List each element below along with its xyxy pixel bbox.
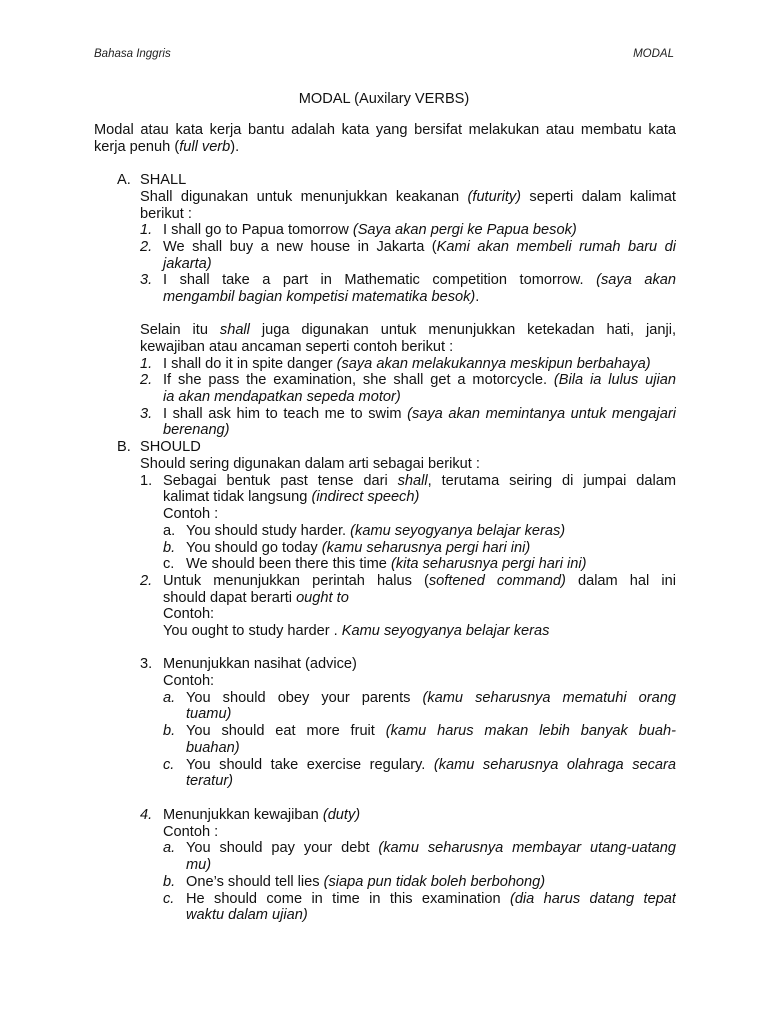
section-a-para2-line1: Selain itu shall juga digunakan untuk menunjukkan ketekadan hati, janji,: [140, 322, 676, 338]
list-marker: 1.: [140, 356, 153, 372]
list-marker: 3.: [140, 272, 153, 288]
list-item-cont: should dapat berarti ought to: [163, 590, 349, 606]
sub-item: One’s should tell lies (siapa pun tidak boleh berbohong): [186, 874, 546, 890]
section-a-marker: A.: [117, 172, 131, 188]
header-left: Bahasa Inggris: [94, 48, 171, 60]
list-marker: 2.: [140, 573, 153, 589]
list-item-cont: kalimat tidak langsung (indirect speech): [163, 489, 420, 505]
list-marker: 4.: [140, 807, 153, 823]
sub-item: You should study harder. (kamu seyogyanya belajar keras): [186, 523, 566, 539]
example-line: You ought to study harder . Kamu seyogyanya belajar keras: [163, 623, 550, 639]
sub-marker: a.: [163, 523, 176, 539]
sub-marker: c.: [163, 891, 175, 907]
sub-item: You should pay your debt (kamu seharusnya membayar utang-uatang: [186, 840, 676, 856]
sub-marker: b.: [163, 540, 176, 556]
list-marker: 1.: [140, 222, 153, 238]
list-marker: 1.: [140, 473, 153, 489]
list-item: Menunjukkan kewajiban (duty): [163, 807, 361, 823]
sub-item-cont: buahan): [186, 740, 240, 756]
section-b-marker: B.: [117, 439, 131, 455]
section-b-heading: SHOULD: [140, 439, 201, 455]
contoh-label: Contoh :: [163, 824, 219, 840]
list-item-cont: mengambil bagian kompetisi matematika besok).: [163, 289, 480, 305]
section-a-para2-line2: kewajiban atau ancaman seperti contoh berikut :: [140, 339, 454, 355]
sub-item: We should been there this time (kita seharusnya pergi hari ini): [186, 556, 587, 572]
list-marker: 3.: [140, 406, 153, 422]
sub-item: You should go today (kamu seharusnya pergi hari ini): [186, 540, 531, 556]
list-item: I shall do it in spite danger (saya akan melakukannya meskipun berbahaya): [163, 356, 651, 372]
list-item: If she pass the examination, she shall get a motorcycle. (Bila ia lulus ujian: [163, 372, 676, 388]
list-marker: 3.: [140, 656, 153, 672]
intro-line-2: kerja penuh (full verb).: [94, 139, 240, 155]
list-item-cont: berenang): [163, 422, 230, 438]
contoh-label: Contoh:: [163, 673, 215, 689]
sub-marker: c.: [163, 556, 175, 572]
list-item: I shall take a part in Mathematic competition tomorrow. (saya akan: [163, 272, 676, 288]
sub-item: You should take exercise regulary. (kamu seharusnya olahraga secara: [186, 757, 676, 773]
sub-item-cont: waktu dalam ujian): [186, 907, 308, 923]
section-a-heading: SHALL: [140, 172, 187, 188]
list-item: I shall ask him to teach me to swim (saya akan memintanya untuk mengajari: [163, 406, 676, 422]
sub-marker: a.: [163, 840, 176, 856]
page-title: MODAL (Auxilary VERBS): [298, 91, 470, 107]
contoh-label: Contoh :: [163, 506, 219, 522]
sub-marker: b.: [163, 874, 176, 890]
list-marker: 2.: [140, 372, 153, 388]
list-item: We shall buy a new house in Jakarta (Kami akan membeli rumah baru di: [163, 239, 676, 255]
list-item: I shall go to Papua tomorrow (Saya akan pergi ke Papua besok): [163, 222, 577, 238]
intro-line-1: Modal atau kata kerja bantu adalah kata yang bersifat melakukan atau membatu kata: [94, 122, 676, 138]
sub-item-cont: tuamu): [186, 706, 232, 722]
list-item: Untuk menunjukkan perintah halus (softened command) dalam hal ini: [163, 573, 676, 589]
sub-item: You should eat more fruit (kamu harus makan lebih banyak buah-: [186, 723, 676, 739]
list-item-cont: ia akan mendapatkan sepeda motor): [163, 389, 401, 405]
list-item: Menunjukkan nasihat (advice): [163, 656, 357, 672]
sub-item-cont: teratur): [186, 773, 234, 789]
list-marker: 2.: [140, 239, 153, 255]
section-a-para1-line1: Shall digunakan untuk menunjukkan keakanan (futurity) seperti dalam kalimat: [140, 189, 676, 205]
section-a-para1-line2: berikut :: [140, 206, 192, 222]
sub-item: He should come in time in this examination (dia harus datang tepat: [186, 891, 676, 907]
sub-marker: a.: [163, 690, 176, 706]
sub-marker: c.: [163, 757, 175, 773]
list-item: Sebagai bentuk past tense dari shall, terutama seiring di jumpai dalam: [163, 473, 676, 489]
sub-item-cont: mu): [186, 857, 212, 873]
section-b-para1: Should sering digunakan dalam arti sebagai berikut :: [140, 456, 480, 472]
sub-item: You should obey your parents (kamu seharusnya mematuhi orang: [186, 690, 676, 706]
contoh-label: Contoh:: [163, 606, 215, 622]
header-right: MODAL: [633, 48, 674, 60]
list-item-cont: jakarta): [163, 256, 212, 272]
sub-marker: b.: [163, 723, 176, 739]
